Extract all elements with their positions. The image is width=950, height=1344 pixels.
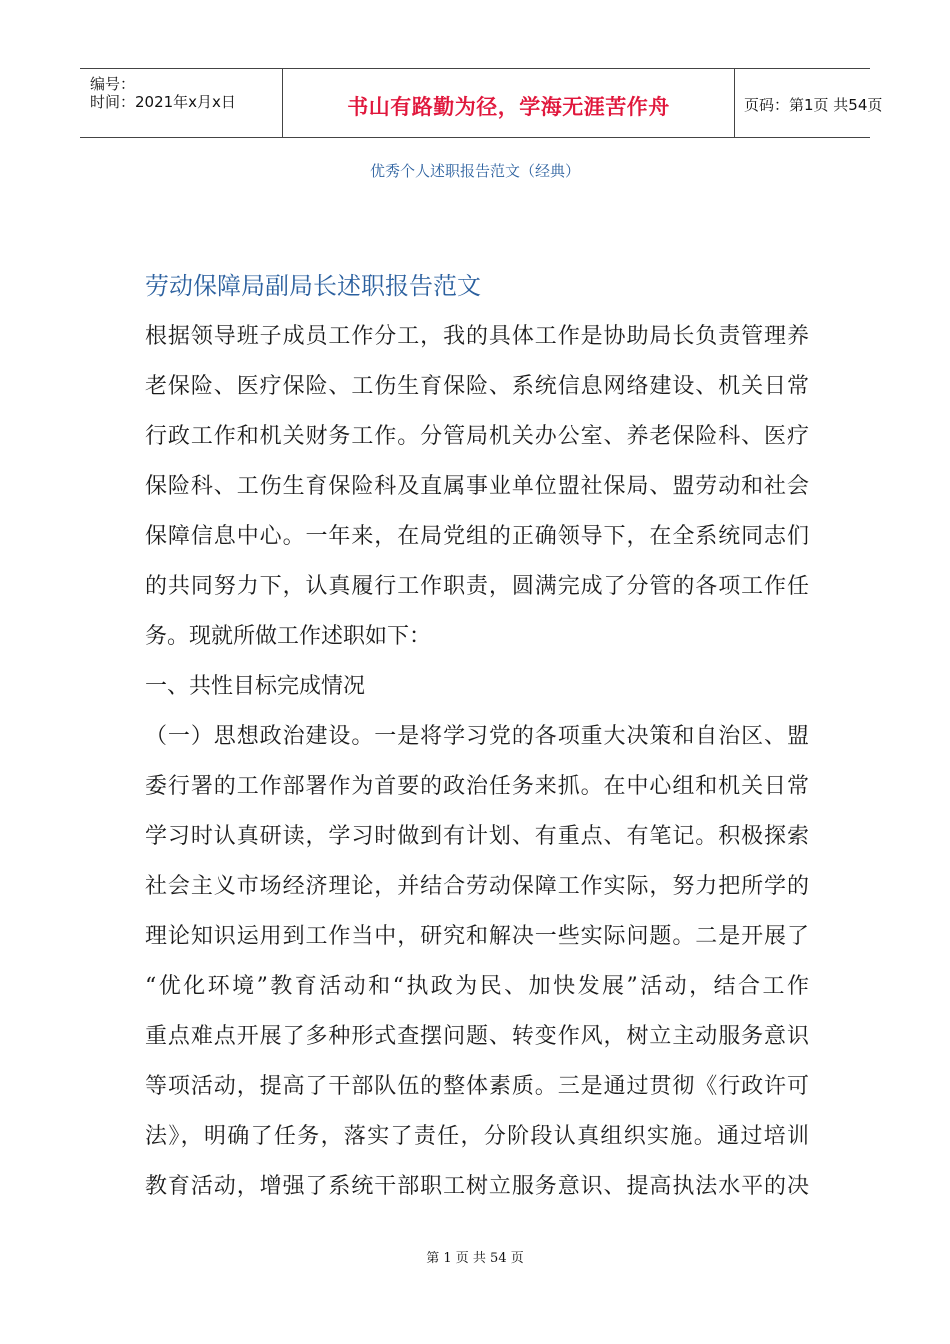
body-line: 理论知识运用到工作当中，研究和解决一些实际问题。二是开展了 xyxy=(145,924,809,949)
document-time-label: 时间：2021年x月x日 xyxy=(90,93,236,111)
body-line: 重点难点开展了多种形式查摆问题、转变作风，树立主动服务意识 xyxy=(145,1024,809,1049)
body-line: 社会主义市场经济理论，并结合劳动保障工作实际，努力把所学的 xyxy=(145,874,809,899)
body-line: 根据领导班子成员工作分工，我的具体工作是协助局长负责管理养 xyxy=(145,324,809,349)
header-motto-cell xyxy=(282,69,735,137)
document-header-table xyxy=(80,68,883,138)
body-line: 委行署的工作部署作为首要的政治任务来抓。在中心组和机关日常 xyxy=(145,774,809,799)
body-line: 教育活动，增强了系统干部职工树立服务意识、提高执法水平的决 xyxy=(145,1174,809,1199)
body-line: 法》，明确了任务，落实了责任，分阶段认真组织实施。通过培训 xyxy=(145,1124,809,1149)
page-footer: 第 1 页 共 54 页 xyxy=(426,1251,524,1266)
body-line: 老保险、医疗保险、工伤生育保险、系统信息网络建设、机关日常 xyxy=(145,374,809,399)
body-line: 保险科、工伤生育保险科及直属事业单位盟社保局、盟劳动和社会 xyxy=(145,474,809,499)
body-line: （一）思想政治建设。一是将学习党的各项重大决策和自治区、盟 xyxy=(145,724,809,749)
header-motto: 书山有路勤为径，学海无涯苦作舟 xyxy=(347,95,670,119)
section-heading: 一、共性目标完成情况 xyxy=(145,674,366,699)
document-subtitle: 优秀个人述职报告范文（经典） xyxy=(369,162,580,180)
header-page-code: 页码：第1页 共54页 xyxy=(744,96,883,114)
body-line: 保障信息中心。一年来，在局党组的正确领导下，在全系统同志们 xyxy=(145,524,809,549)
document-title: 劳动保障局副局长述职报告范文 xyxy=(145,272,481,300)
body-line: 等项活动，提高了干部队伍的整体素质。三是通过贯彻《行政许可 xyxy=(145,1074,809,1099)
header-meta-cell xyxy=(80,69,282,137)
body-line: 的共同努力下，认真履行工作职责，圆满完成了分管的各项工作任 xyxy=(145,574,809,599)
document-number-label: 编号： xyxy=(90,75,136,93)
body-line: 行政工作和机关财务工作。分管局机关办公室、养老保险科、医疗 xyxy=(145,424,809,449)
body-line: “优化环境”教育活动和“执政为民、加快发展”活动，结合工作 xyxy=(145,974,809,999)
document-body xyxy=(145,312,809,1212)
body-line: 学习时认真研读，学习时做到有计划、有重点、有笔记。积极探索 xyxy=(145,824,809,849)
body-line: 务。现就所做工作述职如下： xyxy=(145,624,432,649)
header-page-cell xyxy=(734,69,883,137)
